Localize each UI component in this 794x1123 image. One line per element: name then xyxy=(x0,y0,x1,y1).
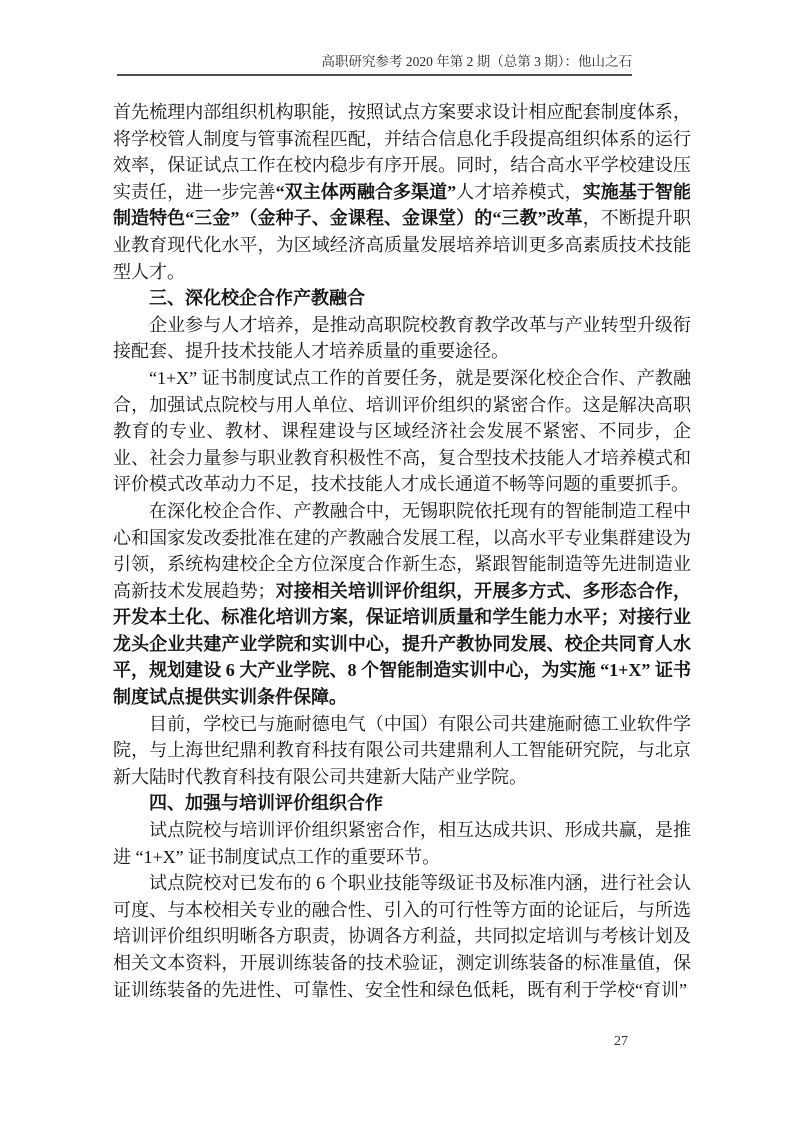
paragraph: 试点院校与培训评价组织紧密合作，相互达成共识、形成共赢，是推进 “1+X” 证书制度试点工作的重要环节。 xyxy=(113,820,691,867)
paragraph: “1+X” 证书制度试点工作的首要任务，就是要深化校企合作、产教融合，加强试点院校与用人单位、培训评价组织的紧密合作。这是解决高职教育的专业、教材、课程建设与区域经济社会发展不紧密、不同步，企业、社会力量参与职业教育积极性不高，复合型技术技能人才培养模式和评价模式改革动力不足，技术技能人才成长通道不畅等问题的重要抓手。 xyxy=(113,367,691,495)
paragraph-continued xyxy=(113,99,691,285)
page-number: 27 xyxy=(614,1034,628,1049)
journal-header-text: 高职研究参考 2020 年第 2 期（总第 3 期）：他山之石 xyxy=(321,54,632,69)
section-heading-3: 三、深化校企合作产教融合 xyxy=(149,288,365,309)
paragraph: 企业参与人才培养，是推动高职院校教育教学改革与产业转型升级衔接配套、提升技术技能人才培养质量的重要途径。 xyxy=(113,314,691,362)
text-run: 在深化校企合作、产教融合中，无锡职院依托现有的智能制造工程中心和国家发改委批准在建的产教融合发展工程，以高水平专业集群建设为引领，系统构建校企全方位深度合作新生态，紧跟智能制造等先进制造业高新技术发展趋势； xyxy=(113,500,691,601)
header-rule xyxy=(117,74,632,76)
text-run: 首先梳理内部组织机构职能，按照试点方案要求设计相应配套制度体系，将学校管人制度与管事流程匹配，并结合信息化手段提高组织体系的运行效率，保证试点工作在校内稳步有序开展。同时，结合高水平学校建设压实责任，进一步完善 xyxy=(113,102,691,202)
text-run: ，不断提升职业教育现代化水平，为区域经济高质量发展培养培训更多高素质技术技能型人才。 xyxy=(113,208,692,282)
paragraph: 试点院校对已发布的 6 个职业技能等级证书及标准内涵，进行社会认可度、与本校相关专业的融合性、引入的可行性等方面的论证后，与所选培训评价组织明晰各方职责，协调各方利益，共同拟定培训与考核计划及相关文本资料，开展训练装备的技术验证，测定训练装备的标准量值，保证训练装备的先进性、可靠性、安全性和绿色低耗，既有利于学校“育训” xyxy=(113,873,691,1000)
text-run-bold: 对接相关培训评价组织，开展多方式、多形态合作，开发本土化、标准化培训方案，保证培训质量和学生能力水平；对接行业龙头企业共建产业学院和实训中心，提升产教协同发展、校企共同育人水平，规划建设 6 大产业学院、8 个智能制造实训中心，为实施 “1+X” 证书制度试点提供实训条件保障。 xyxy=(113,580,691,708)
section-heading-4: 四、加强与培训评价组织合作 xyxy=(149,793,383,814)
page-header xyxy=(322,50,633,70)
document-body xyxy=(113,99,691,1003)
paragraph: 目前，学校已与施耐德电气（中国）有限公司共建施耐德工业软件学院，与上海世纪鼎利教育科技有限公司共建鼎利人工智能研究院，与北京新大陆时代教育科技有限公司共建新大陆产业学院。 xyxy=(113,713,691,787)
paragraph xyxy=(113,498,691,711)
text-run-bold: “双主体两融合多渠道” xyxy=(275,181,457,202)
text-run: 人才培养模式， xyxy=(456,181,583,202)
text-run-bold: 实施基于智能制造特色“三金”（金种子、金课程、金课堂）的“三教”改革 xyxy=(113,181,691,229)
